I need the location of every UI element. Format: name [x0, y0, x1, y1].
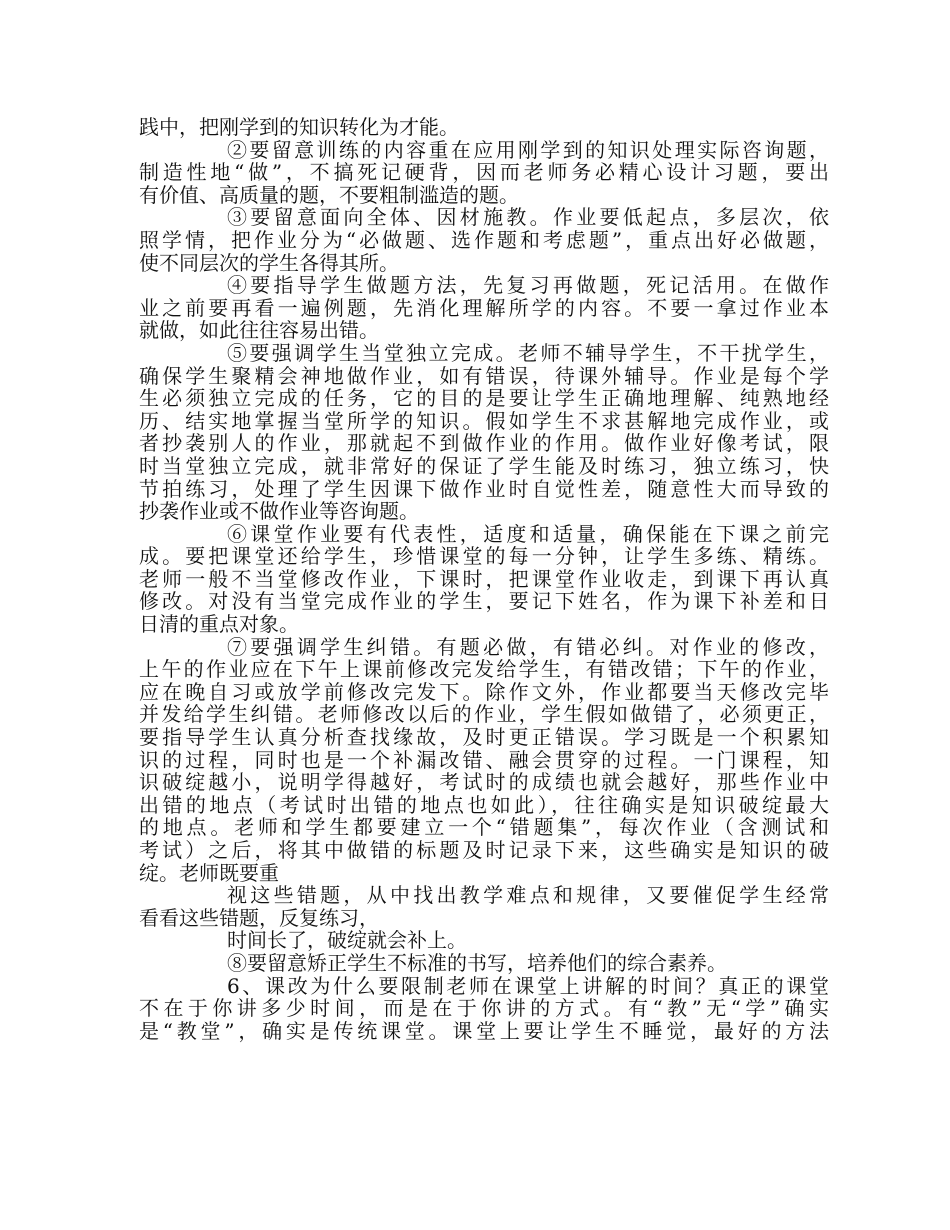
text-line: 制造性地“做”，不搞死记硬背，因而老师务必精心设计习题，要出 — [139, 160, 829, 185]
text-line: 时间长了，破绽就会补上。 — [227, 928, 467, 953]
text-line: 应在晚自习或放学前修改完发下。除作文外，作业都要当天修改完毕 — [139, 679, 829, 704]
text-line: 老师一般不当堂修改作业，下课时，把课堂作业收走，到课下再认真 — [139, 566, 829, 591]
text-line: 绽。老师既要重 — [139, 860, 279, 885]
text-line: ③要留意面向全体、因材施教。作业要低起点，多层次，依 — [227, 205, 829, 230]
text-line: 践中，把刚学到的知识转化为才能。 — [139, 115, 459, 139]
text-line: 成。要把课堂还给学生，珍惜课堂的每一分钟，让学生多练、精练。 — [139, 544, 829, 569]
body-text — [139, 116, 829, 1042]
text-line: 要指导学生认真分析查找缘故，及时更正错误。学习既是一个积累知 — [139, 725, 829, 750]
text-line: 不在于你讲多少时间，而是在于你讲的方式。有“教”无“学”确实 — [139, 996, 829, 1021]
text-line: 识的过程，同时也是一个补漏改错、融会贯穿的过程。一门课程，知 — [139, 747, 829, 772]
text-line: 修改。对没有当堂完成作业的学生，要记下姓名，作为课下补差和日 — [139, 589, 829, 614]
text-line: 节拍练习，处理了学生因课下做作业时自觉性差，随意性大而导致的 — [139, 476, 829, 501]
text-line: 历、结实地掌握当堂所学的知识。假如学生不求甚解地完成作业，或 — [139, 408, 829, 433]
text-line: ⑤要强调学生当堂独立完成。老师不辅导学生，不干扰学生， — [227, 340, 829, 365]
text-line: 有价值、高质量的题，不要粗制滥造的题。 — [139, 182, 519, 207]
text-line: 时当堂独立完成，就非常好的保证了学生能及时练习，独立练习，快 — [139, 453, 829, 478]
text-line: 的地点。老师和学生都要建立一个“错题集”，每次作业（含测试和 — [139, 815, 829, 840]
text-line: 并发给学生纠错。老师修改以后的作业，学生假如做错了，必须更正， — [139, 702, 829, 727]
text-line: 照学情，把作业分为“必做题、选作题和考虑题”，重点出好必做题， — [139, 227, 829, 252]
text-line: 生必须独立完成的任务，它的目的是要让学生正确地理解、纯熟地经 — [139, 386, 829, 411]
text-line: 日清的重点对象。 — [139, 612, 299, 637]
text-line: 者抄袭别人的作业，那就起不到做作业的作用。做作业好像考试，限 — [139, 431, 829, 456]
text-line: 是“教堂”，确实是传统课堂。课堂上要让学生不睡觉，最好的方法 — [139, 1018, 829, 1043]
text-line: 确保学生聚精会神地做作业，如有错误，待课外辅导。作业是每个学 — [139, 363, 829, 388]
text-line: 识破绽越小，说明学得越好，考试时的成绩也就会越好，那些作业中 — [139, 770, 829, 795]
text-line: 抄袭作业或不做作业等咨询题。 — [139, 499, 419, 524]
text-line: 考试）之后，将其中做错的标题及时记录下来，这些确实是知识的破 — [139, 838, 829, 862]
text-line: 看看这些错题，反复练习， — [139, 905, 379, 930]
text-line: ②要留意训练的内容重在应用刚学到的知识处理实际咨询题， — [227, 137, 829, 162]
text-line: 6、课改为什么要限制老师在课堂上讲解的时间？真正的课堂 — [227, 973, 829, 998]
text-line: ⑥课堂作业要有代表性，适度和适量，确保能在下课之前完 — [227, 521, 829, 546]
text-line: ⑧要留意矫正学生不标准的书写，培养他们的综合素养。 — [227, 950, 727, 975]
text-line: 业之前要再看一遍例题，先消化理解所学的内容。不要一拿过作业本 — [139, 295, 829, 320]
text-line: ⑦要强调学生纠错。有题必做，有错必纠。对作业的修改， — [227, 634, 829, 659]
text-line: 使不同层次的学生各得其所。 — [139, 250, 399, 275]
text-line: ④要指导学生做题方法，先复习再做题，死记活用。在做作 — [227, 273, 829, 298]
text-line: 就做，如此往往容易出错。 — [139, 318, 379, 343]
text-line: 出错的地点（考试时出错的地点也如此），往往确实是知识破绽最大 — [139, 792, 829, 817]
text-line: 上午的作业应在下午上课前修改完发给学生，有错改错；下午的作业， — [139, 657, 829, 682]
text-line: 视这些错题，从中找出教学难点和规律，又要催促学生经常 — [227, 883, 829, 908]
